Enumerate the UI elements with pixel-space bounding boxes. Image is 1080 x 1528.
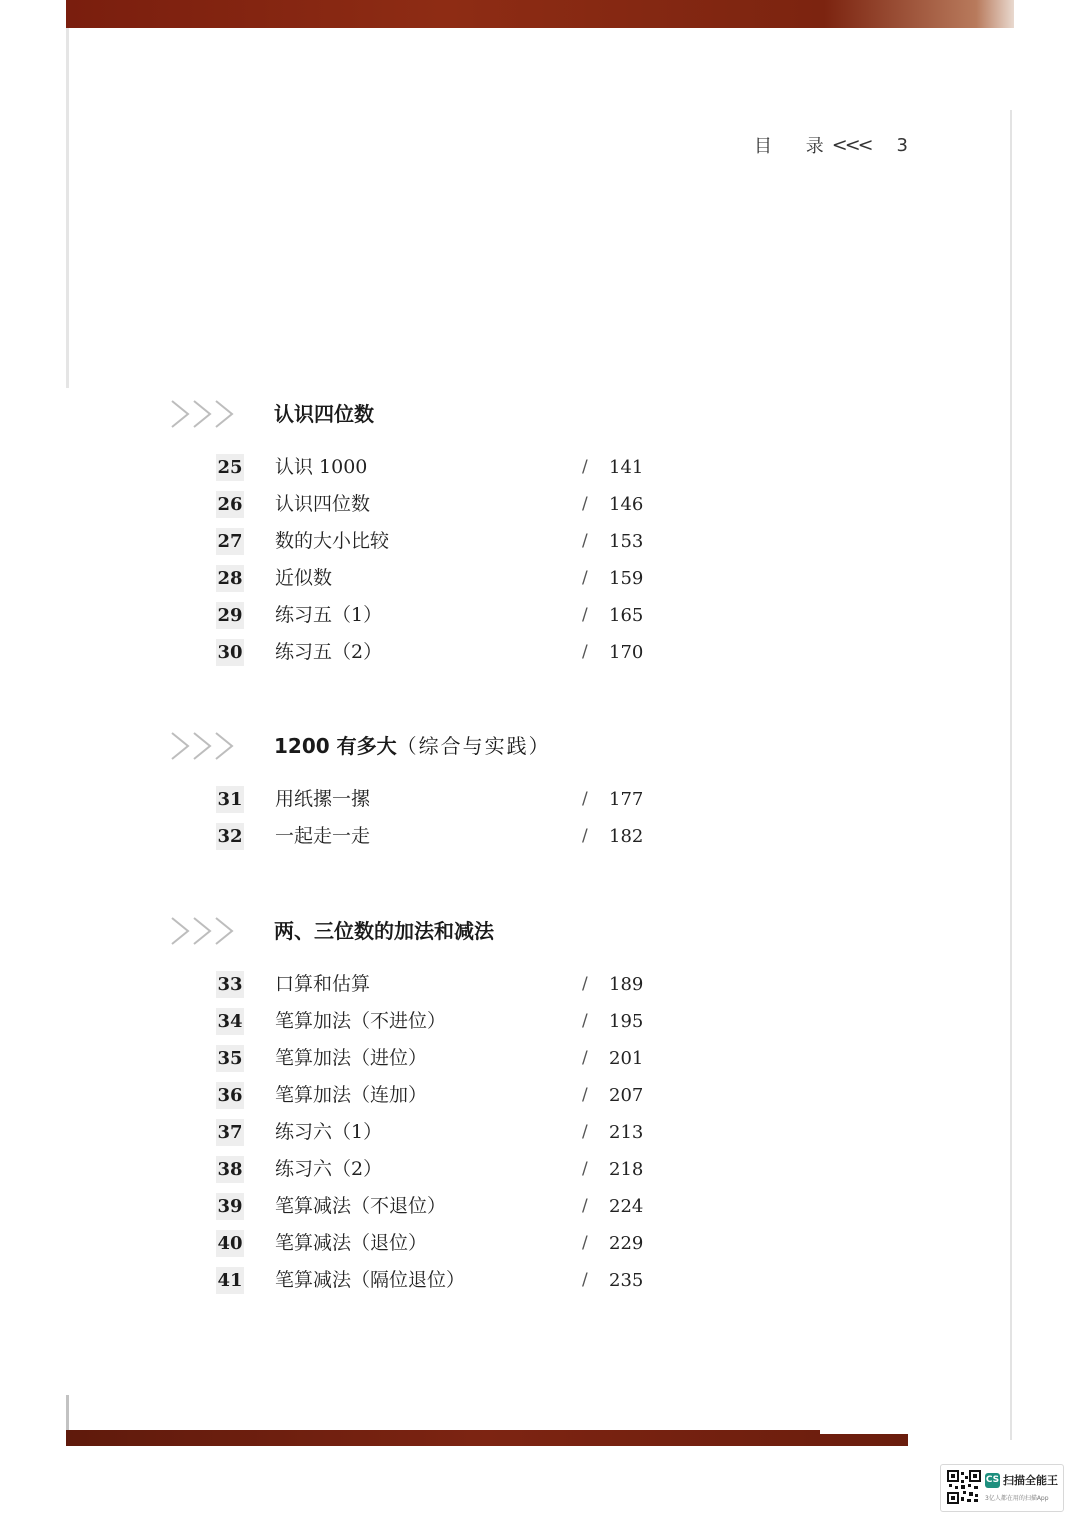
toc-entry[interactable] (168, 598, 688, 635)
right-page-edge (1010, 110, 1012, 1440)
lesson-number: 33 (216, 971, 244, 998)
toc-entry[interactable] (168, 1152, 688, 1189)
lesson-title: 笔算减法（隔位退位） (275, 1269, 466, 1291)
lesson-number: 40 (216, 1230, 244, 1257)
lesson-number: 26 (216, 491, 244, 518)
lesson-page: 201 (609, 1048, 644, 1069)
section-title (274, 730, 551, 759)
section-title (274, 915, 494, 944)
lesson-number: 35 (216, 1045, 244, 1072)
lesson-page: 170 (609, 642, 644, 663)
bottom-page-edge (66, 1430, 908, 1446)
lesson-title: 练习五（1） (275, 604, 383, 626)
lesson-number: 25 (216, 454, 244, 481)
separator: / (582, 1159, 588, 1179)
toc-entry[interactable] (168, 819, 688, 856)
lesson-page: 235 (609, 1270, 644, 1291)
lesson-title: 用纸摞一摞 (275, 788, 371, 810)
lesson-title: 笔算减法（不退位） (275, 1195, 447, 1217)
separator: / (582, 531, 588, 551)
section-title-text: 两、三位数的加法和减法 (274, 919, 494, 943)
section-heading (168, 396, 688, 432)
toc-entry[interactable] (168, 782, 688, 819)
separator: / (582, 605, 588, 625)
lesson-page: 182 (609, 826, 644, 847)
toc-section (168, 728, 688, 856)
toc-entry[interactable] (168, 1004, 688, 1041)
lesson-page: 146 (609, 494, 644, 515)
lesson-number: 38 (216, 1156, 244, 1183)
running-head (754, 132, 908, 158)
separator: / (582, 974, 588, 994)
triple-chevron-right-icon (168, 915, 238, 947)
lesson-page: 213 (609, 1122, 644, 1143)
separator: / (582, 1196, 588, 1216)
separator: / (582, 789, 588, 809)
toc-entry[interactable] (168, 450, 688, 487)
scanner-watermark (940, 1464, 1064, 1512)
lesson-title: 认识 1000 (275, 456, 368, 478)
lesson-title: 口算和估算 (275, 973, 371, 995)
separator: / (582, 1085, 588, 1105)
lesson-number: 36 (216, 1082, 244, 1109)
toc-entry[interactable] (168, 1078, 688, 1115)
watermark-tagline: 3亿人都在用的扫描App (985, 1495, 1049, 1502)
separator: / (582, 642, 588, 662)
running-head-title: 目 录 (754, 136, 838, 157)
lesson-number: 31 (216, 786, 244, 813)
lesson-page: 218 (609, 1159, 644, 1180)
toc-entry[interactable] (168, 635, 688, 672)
separator: / (582, 494, 588, 514)
toc-section (168, 913, 688, 1300)
toc-entry[interactable] (168, 1041, 688, 1078)
bottom-edge-gap (820, 1430, 908, 1434)
lesson-number: 29 (216, 602, 244, 629)
lesson-page: 207 (609, 1085, 644, 1106)
toc-entry[interactable] (168, 1226, 688, 1263)
lesson-number: 28 (216, 565, 244, 592)
lesson-page: 165 (609, 605, 644, 626)
section-title-text: 1200 有多大 (274, 734, 397, 758)
qr-code-icon (947, 1470, 981, 1504)
lesson-title: 笔算减法（退位） (275, 1232, 428, 1254)
toc-list (168, 782, 688, 856)
toc-entry[interactable] (168, 1263, 688, 1300)
top-page-edge (66, 0, 1014, 28)
toc-entry[interactable] (168, 561, 688, 598)
lesson-number: 34 (216, 1008, 244, 1035)
separator: / (582, 1233, 588, 1253)
lesson-number: 30 (216, 639, 244, 666)
triple-chevron-right-icon (168, 730, 238, 762)
section-title-text: 认识四位数 (274, 402, 374, 426)
separator: / (582, 1011, 588, 1031)
lesson-title: 练习六（1） (275, 1121, 383, 1143)
toc-list (168, 967, 688, 1300)
separator: / (582, 1122, 588, 1142)
triple-chevron-right-icon (168, 398, 238, 430)
lesson-page: 229 (609, 1233, 644, 1254)
toc-entry[interactable] (168, 967, 688, 1004)
lesson-page: 153 (609, 531, 644, 552)
page-number: 3 (896, 134, 908, 156)
separator: / (582, 826, 588, 846)
separator: / (582, 1270, 588, 1290)
lesson-page: 224 (609, 1196, 644, 1217)
toc-list (168, 450, 688, 672)
lesson-title: 近似数 (275, 567, 333, 589)
toc-entry[interactable] (168, 1189, 688, 1226)
lesson-number: 32 (216, 823, 244, 850)
section-subtitle: （综合与实践） (396, 734, 551, 758)
lesson-number: 37 (216, 1119, 244, 1146)
section-heading (168, 728, 688, 764)
lesson-title: 笔算加法（进位） (275, 1047, 428, 1069)
lesson-number: 39 (216, 1193, 244, 1220)
lesson-title: 练习五（2） (275, 641, 383, 663)
lesson-title: 数的大小比较 (275, 530, 390, 552)
lesson-number: 27 (216, 528, 244, 555)
chevron-left-triple-icon: <<< (831, 134, 871, 156)
lesson-title: 认识四位数 (275, 493, 371, 515)
watermark-app-name: 扫描全能王 (1003, 1474, 1058, 1487)
toc-entry[interactable] (168, 487, 688, 524)
lesson-title: 笔算加法（连加） (275, 1084, 428, 1106)
left-bottom-shadow (66, 1395, 69, 1435)
lesson-number: 41 (216, 1267, 244, 1294)
section-title (274, 398, 374, 427)
toc-entry[interactable] (168, 1115, 688, 1152)
separator: / (582, 568, 588, 588)
camscanner-logo-icon: CS (985, 1473, 1000, 1488)
lesson-title: 练习六（2） (275, 1158, 383, 1180)
lesson-page: 177 (609, 789, 644, 810)
toc-entry[interactable] (168, 524, 688, 561)
lesson-title: 笔算加法（不进位） (275, 1010, 447, 1032)
lesson-page: 159 (609, 568, 644, 589)
lesson-page: 189 (609, 974, 644, 995)
lesson-page: 195 (609, 1011, 644, 1032)
section-heading (168, 913, 688, 949)
separator: / (582, 1048, 588, 1068)
separator: / (582, 457, 588, 477)
lesson-title: 一起走一走 (275, 825, 371, 847)
toc-section (168, 396, 688, 672)
left-page-shadow (66, 28, 69, 388)
lesson-page: 141 (609, 457, 644, 478)
